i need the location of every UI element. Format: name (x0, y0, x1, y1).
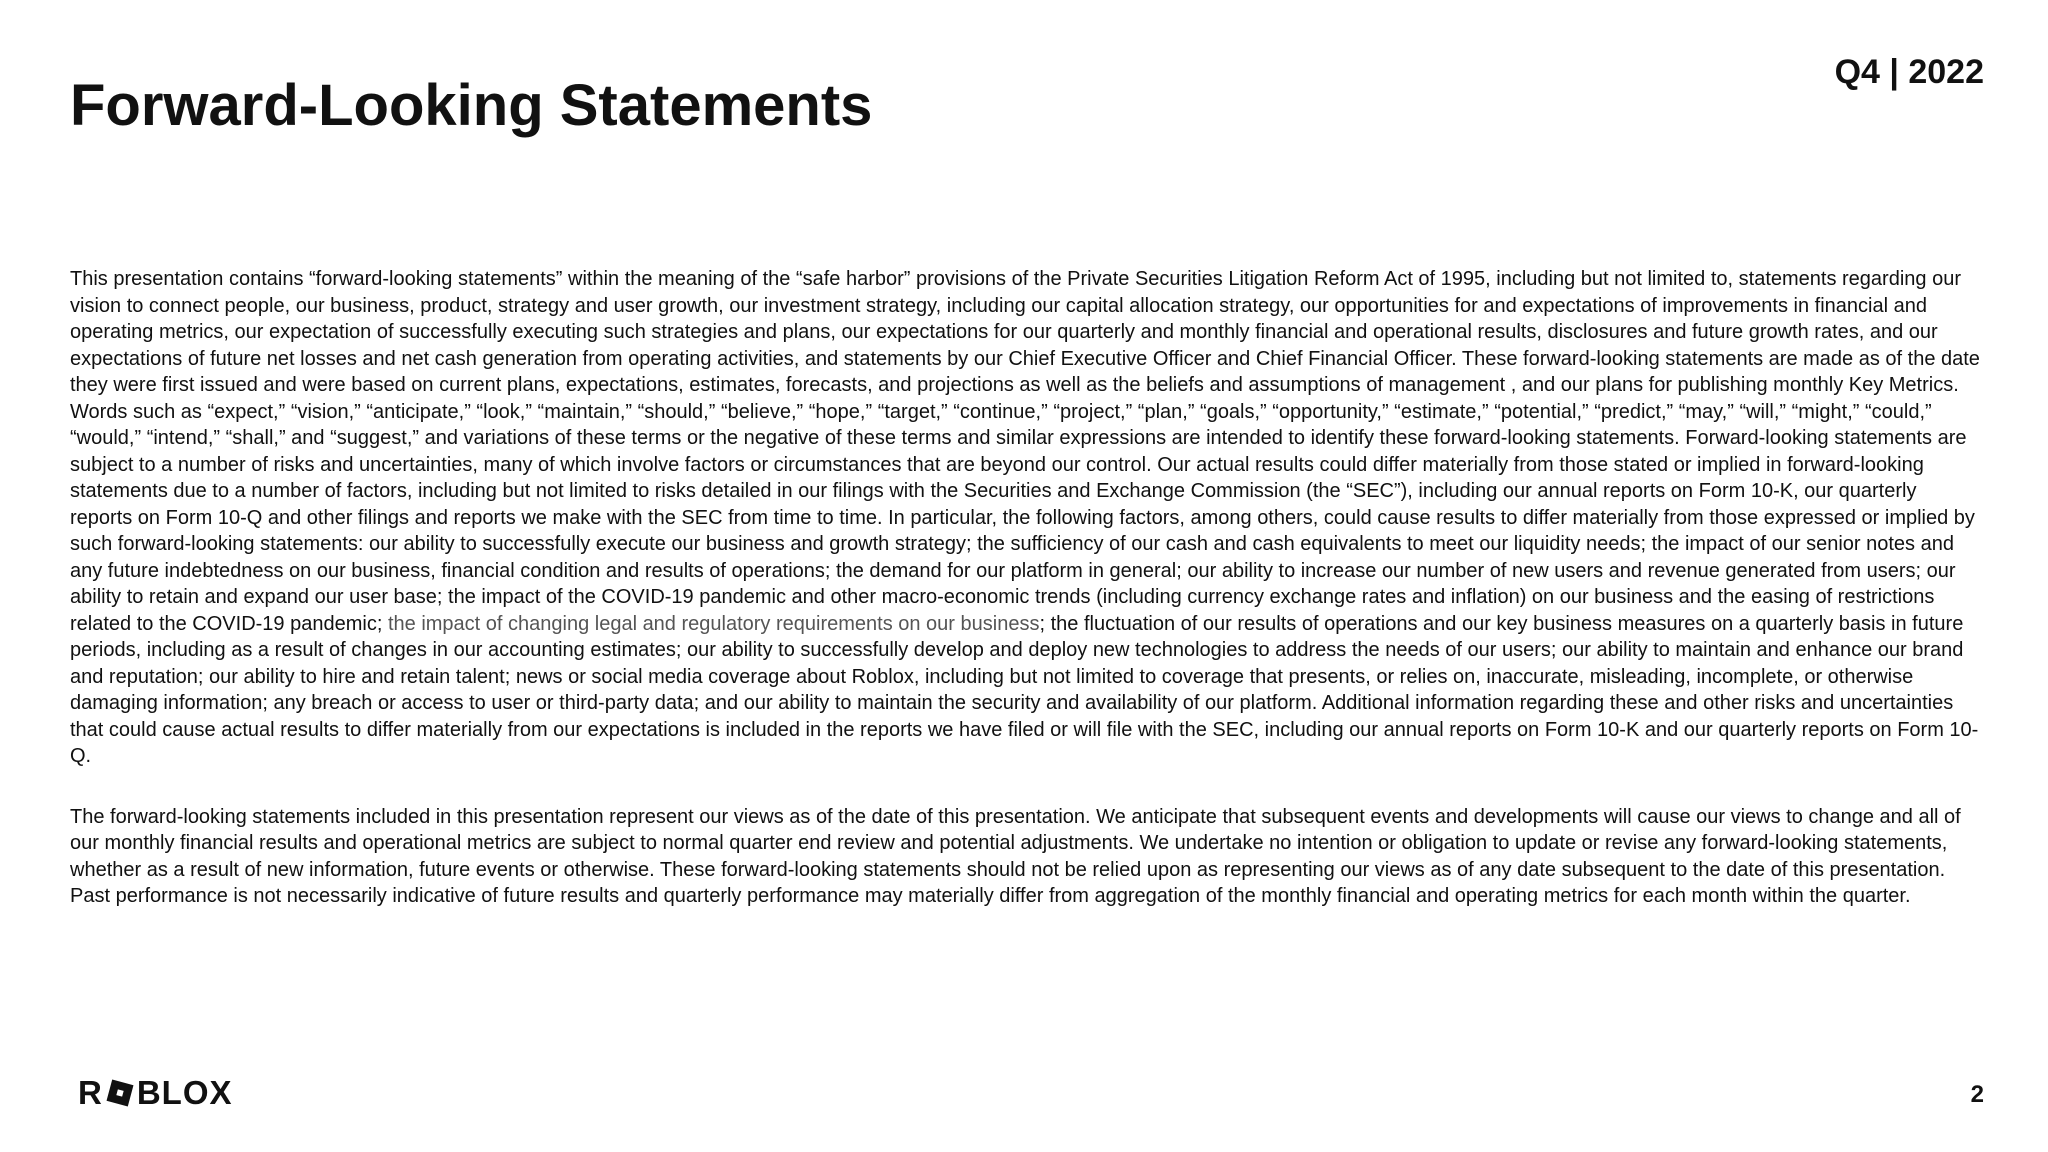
page-number: 2 (1970, 1081, 1984, 1108)
paragraph-safe-harbor-part-1: This presentation contains “forward-looking statements” within the meaning of the “safe harbor” provisions of the Private Securities Litigation Reform Act of 1995, including but not limited to, statements regarding our vision to connect people, our business, product, strategy and user growth, our investment strategy, including our capital allocation strategy, our opportunities for and expectations of improvements in financial and operating metrics, our expectation of successfully executing such strategies and plans, our expectations for our quarterly and monthly financial and operational results, disclosures and future growth rates, and our expectations of future net losses and net cash generation from operating activities, and statements by our Chief Executive Officer and Chief Financial Officer. These forward-looking statements are made as of the date they were first issued and were based on current plans, expectations, estimates, forecasts, and projections as well as the beliefs and assumptions of management , and our plans for publishing monthly Key Metrics. Words such as “expect,” “vision,” “anticipate,” “look,” “maintain,” “should,” “believe,” “hope,” “target,” “continue,” “project,” “plan,” “goals,” “opportunity,” “estimate,” “potential,” “predict,” “may,” “will,” “might,” “could,” “would,” “intend,” “shall,” and “suggest,” and variations of these terms or the negative of these terms and similar expressions are intended to identify these forward-looking statements. Forward-looking statements are subject to a number of risks and uncertainties, many of which involve factors or circumstances that are beyond our control. Our actual results could differ materially from those stated or implied in forward-looking statements due to a number of factors, including but not limited to risks detailed in our filings with the Securities and Exchange Commission (the “SEC”), including our annual reports on Form 10-K, our quarterly reports on Form 10-Q and other filings and reports we make with the SEC from time to time. In particular, the following factors, among others, could cause results to differ materially from those expressed or implied by such forward-looking statements: our ability to successfully execute our business and growth strategy; the sufficiency of our cash and cash equivalents to meet our liquidity needs; the impact of our senior notes and any future indebtedness on our business, financial condition and results of operations; the demand for our platform in general; our ability to increase our number of new users and revenue generated from users; our ability to retain and expand our user base; the impact of the COVID-19 pandemic and other macro-economic trends (including currency exchange rates and inflation) on our business and the easing of restrictions related to the COVID-19 pandemic; (70, 268, 1980, 635)
roblox-logo (78, 1074, 233, 1111)
period-label: Q4 | 2022 (1834, 53, 1984, 91)
statement-body (70, 266, 1982, 910)
paragraph-views: The forward-looking statements included in this presentation represent our views as of the date of this presentation. We anticipate that subsequent events and developments will cause our views to change and all of our monthly financial results and operational metrics are subject to normal quarter end review and potential adjustments. We undertake no intention or obligation to update or revise any forward-looking statements, whether as a result of new information, future events or otherwise. These forward-looking statements should not be relied upon as representing our views as of any date subsequent to the date of this presentation. Past performance is not necessarily indicative of future results and quarterly performance may materially differ from aggregation of the monthly financial and operating metrics for each month within the quarter. (70, 805, 1961, 907)
page-title: Forward-Looking Statements (70, 73, 873, 138)
logo-letter-r: R (78, 1074, 103, 1111)
logo-tilted-square-icon (105, 1078, 135, 1108)
paragraph-safe-harbor (70, 266, 1982, 770)
paragraph-safe-harbor-highlight: the impact of changing legal and regulatory requirements on our business (387, 612, 1040, 635)
logo-letters-blox: BLOX (136, 1074, 233, 1111)
paragraph-safe-harbor-part-2: ; the fluctuation of our results of operations and our key business measures on a quarterly basis in future periods, including as a result of changes in our accounting estimates; our ability to successfully develop and deploy new technologies to address the needs of our users; our ability to maintain and enhance our brand and reputation; our ability to hire and retain talent; news or social media coverage about Roblox, including but not limited to coverage that presents, or relies on, inaccurate, misleading, incomplete, or otherwise damaging information; any breach or access to user or third-party data; and our ability to maintain the security and availability of our platform. Additional information regarding these and other risks and uncertainties that could cause actual results to differ materially from our expectations is included in the reports we have filed or will file with the SEC, including our annual reports on Form 10-K and our quarterly reports on Form 10-Q. (70, 612, 1979, 767)
